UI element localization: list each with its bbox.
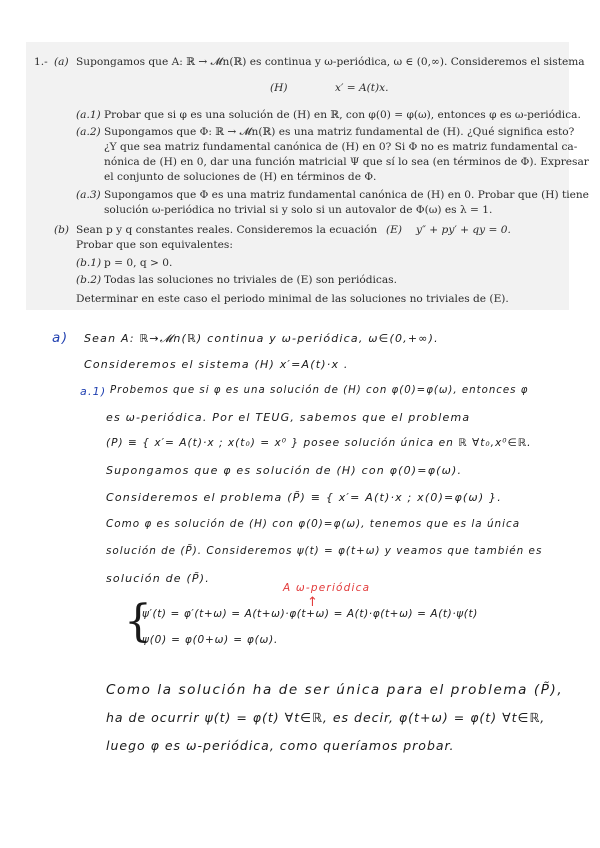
hw-line: Probemos que si φ es una solución de (H) con φ(0)=φ(ω), entonces φ <box>110 385 529 396</box>
a3-line: Supongamos que Φ es una matriz fundamental canónica de (H) en 0. Probar que (H) tiene <box>104 189 589 201</box>
solution-a-label: a) <box>52 330 69 346</box>
hw-line: solución de (P̃). <box>106 572 210 585</box>
a3-label: (a.3) <box>76 189 101 201</box>
part-b-label: (b) <box>54 224 70 236</box>
system-label: (H) <box>270 82 288 94</box>
hw-line: Consideremos el problema (P̃) ≡ { x′= A(t)·x ; x(0)=φ(ω) }. <box>106 491 502 504</box>
a2-line: nónica de (H) en 0, dar una función matricial Ψ que sí lo sea (en términos de Φ). Expresar <box>104 156 589 168</box>
hw-line: Consideremos el sistema (H) x′=A(t)·x . <box>84 358 349 371</box>
b-text: Sean p y q constantes reales. Consideremos la ecuación <box>76 224 378 236</box>
a2-line: ¿Y que sea matriz fundamental canónica de (H) en 0? Si Φ no es matriz fundamental ca- <box>104 141 578 153</box>
hw-line: Como la solución ha de ser única para el problema (P̃), <box>106 682 564 698</box>
solution-a1-label: a.1) <box>80 385 107 398</box>
hw-line: (P) ≡ { x′= A(t)·x ; x(t₀) = x⁰ } posee solución única en ℝ ∀t₀,x⁰∈ℝ. <box>106 437 532 449</box>
a2-line: Supongamos que Φ: ℝ → 𝓜n(ℝ) es una matriz fundamental de (H). ¿Qué significa esto? <box>104 126 575 138</box>
b-eq-label: (E) <box>386 224 402 236</box>
system-line-2: ψ(0) = φ(0+ω) = φ(ω). <box>142 634 279 646</box>
part-a-label: (a) <box>54 56 69 68</box>
b-text-2: Probar que son equivalentes: <box>76 239 233 251</box>
a2-line: el conjunto de soluciones de (H) en términos de Φ. <box>104 171 377 183</box>
a1-label: (a.1) <box>76 109 101 121</box>
a2-label: (a.2) <box>76 126 101 138</box>
hw-line: Supongamos que φ es solución de (H) con φ(0)=φ(ω). <box>106 464 463 477</box>
hw-line: ha de ocurrir ψ(t) = φ(t) ∀t∈ℝ, es decir, φ(t+ω) = φ(t) ∀t∈ℝ, <box>106 710 546 725</box>
left-brace-icon: { <box>124 596 152 647</box>
system-equation: x′ = A(t)x. <box>335 82 389 94</box>
arrow-up-icon: ↑ <box>307 595 318 610</box>
hw-line: es ω-periódica. Por el TEUG, sabemos que el problema <box>106 411 471 424</box>
b1-label: (b.1) <box>76 257 102 269</box>
a1-text: Probar que si φ es una solución de (H) en ℝ, con φ(0) = φ(ω), entonces φ es ω-periódica. <box>104 109 581 121</box>
b1-text: p = 0, q > 0. <box>104 257 173 269</box>
hw-line: Sean A: ℝ→𝓜n(ℝ) continua y ω-periódica, ω∈(0,+∞). <box>84 332 439 345</box>
system-line-1: ψ′(t) = φ′(t+ω) = A(t+ω)·φ(t+ω) = A(t)·φ(t+ω) = A(t)·ψ(t) <box>142 608 478 620</box>
hw-line: luego φ es ω-periódica, como queríamos probar. <box>106 738 455 753</box>
b-equation: y″ + py′ + qy = 0. <box>416 224 511 236</box>
b2-label: (b.2) <box>76 274 102 286</box>
b2-text: Todas las soluciones no triviales de (E) son periódicas. <box>104 274 397 286</box>
a3-line: solución ω-periódica no trivial si y solo si un autovalor de Φ(ω) es λ = 1. <box>104 204 493 216</box>
annotation-a-periodic: A ω-periódica <box>283 582 371 594</box>
b-final: Determinar en este caso el periodo minimal de las soluciones no triviales de (E). <box>76 293 509 305</box>
intro-text: Supongamos que A: ℝ → 𝓜n(ℝ) es continua y ω-periódica, ω ∈ (0,∞). Consideremos el sistema <box>76 56 585 68</box>
hw-line: Como φ es solución de (H) con φ(0)=φ(ω), tenemos que es la única <box>106 518 521 530</box>
hw-line: solución de (P̃). Consideremos ψ(t) = φ(t+ω) y veamos que también es <box>106 545 543 557</box>
exercise-number: 1.- <box>34 56 48 68</box>
